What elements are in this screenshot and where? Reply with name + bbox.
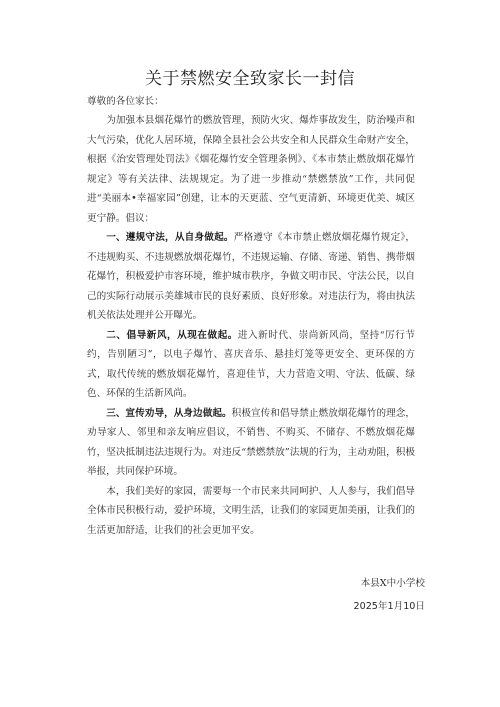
closing-paragraph: 本，我们美好的家园，需要每一个市民来共同呵护、人人参与，我们倡导全体市民积极行动，爱护环境，文明生活，让我们的家园更加美丽，让我们的生活更加舒适，让我们的社会更加平安。 (87, 485, 415, 536)
salutation: 尊敬的各位家长： (87, 96, 164, 107)
section-text-1: 严格遵守《本市禁止燃放烟花爆竹规定》，不违规购买、不违规燃放烟花爆竹，不违规运输、存储、寄递、销售、携带烟花爆竹，积极爱护市容环境，维护城市秩序，争做文明市民、守法公民，以自己的实际行动展示美雄城市民的良好素质、良好形象。对违法行为，将由执法机关依法处理并公开曝光。 (87, 232, 416, 321)
section-heading-1: 一、遵规守法，从自身做起。 (106, 232, 234, 243)
section-paragraph-1 (87, 228, 415, 326)
section-text-2: 进入新时代、崇尚新风尚，坚持“厉行节约，告别陋习”，以电子爆竹、喜庆音乐、悬挂灯笼等更安全、更环保的方式，取代传统的燃放烟花爆竹，喜迎佳节，大力营造文明、守法、低碳、绿色、环保的生活新风尚。 (87, 329, 416, 399)
section-heading-2: 二、倡导新风，从现在做起。 (106, 329, 238, 341)
section-heading-3: 三、宣传劝导，从身边做起。 (106, 407, 232, 419)
page-title: 关于禁燃安全致家长一封信 (145, 69, 355, 89)
signature-organization: 本县X中小学校 (360, 578, 425, 589)
signature-date: 2025年1月10日 (353, 601, 425, 612)
section-paragraph-2 (87, 326, 415, 404)
letter-body (87, 111, 415, 540)
section-paragraph-3 (87, 404, 415, 482)
intro-paragraph: 为加强本县烟花爆竹的燃放管理，预防火灾、爆炸事故发生，防治噪声和大气污染，优化人居环境，保障全县社会公共安全和人民群众生命财产安全，根据《治安管理处罚法》《烟花爆竹安全管理条例》、《本市禁止燃放烟花爆竹规定》等有关法律、法规规定。为了进一步推动“禁燃禁放”工作，共同促进“美丽本•幸福家园”创建，让本的天更蓝、空气更清新、环境更优美、城区更宁静。倡议： (87, 115, 415, 224)
section-text-3: 积极宣传和倡导禁止燃放烟花爆竹的理念，劝导家人、邻里和亲友响应倡议，不销售、不购买、不储存、不燃放烟花爆竹，坚决抵制违法违规行为。对违反“禁燃禁放”法规的行为，主动劝阻，积极举报，共同保护环境。 (87, 407, 416, 477)
